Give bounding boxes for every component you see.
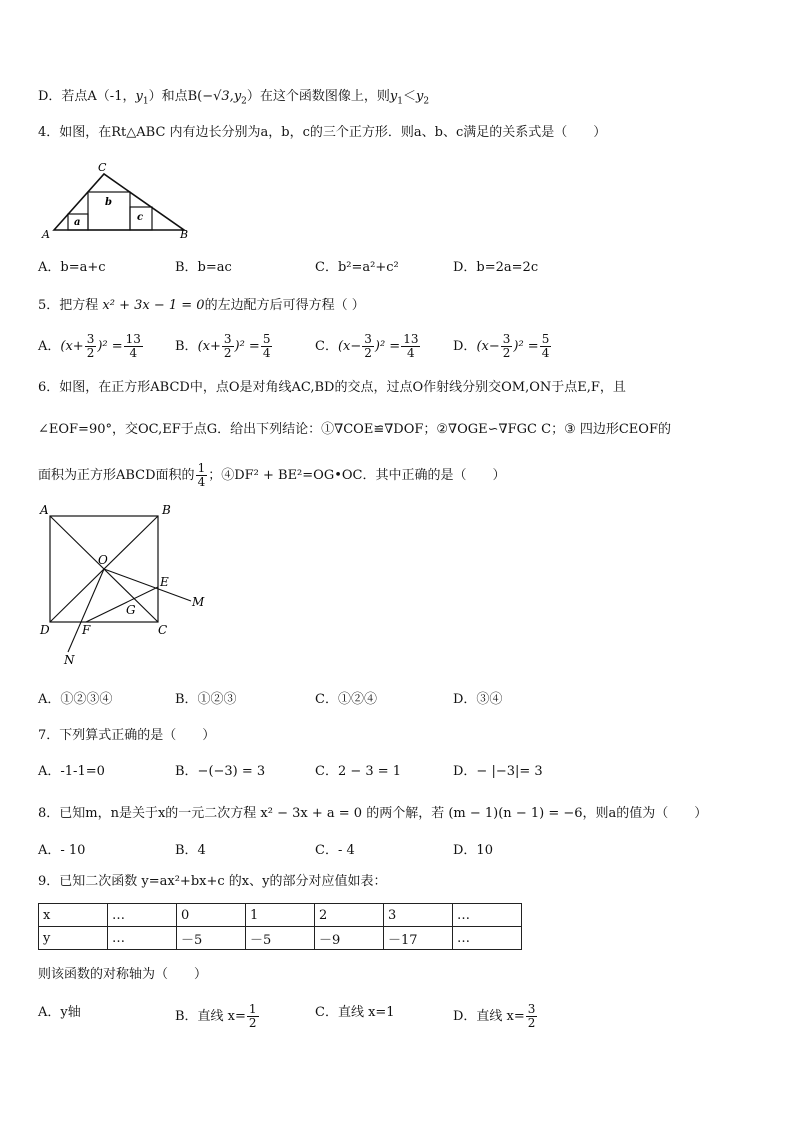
q8-option-a[interactable]: A．- 10	[38, 843, 86, 858]
svg-text:G: G	[126, 603, 136, 617]
q7-option-a[interactable]: A．-1-1=0	[38, 764, 105, 779]
q9-option-d[interactable]: D．直线 x= $\frac{3}{2}$	[453, 1002, 536, 1030]
q8-option-b[interactable]: B．4	[175, 843, 206, 858]
q6-line-1: 6．如图，在正方形ABCD中，点O是对角线AC,BD的交点，过点O作射线分别交OM,ON于点E,F，且	[38, 380, 626, 395]
q9-option-a[interactable]: A．y轴	[38, 1005, 81, 1020]
q5-option-a[interactable]: A．(x+ $\frac{3}{2}$ )² = $\frac{13}{4}$	[38, 332, 141, 360]
q4-label-b-vertex: B	[180, 228, 189, 240]
svg-text:B: B	[162, 503, 171, 517]
q8-option-c[interactable]: C．- 4	[315, 843, 355, 858]
q4-label-a-square: a	[74, 217, 81, 228]
q4-figure	[38, 158, 198, 240]
q6-figure	[36, 500, 216, 672]
table-row: y … －5 －5 －9 －17 …	[39, 927, 522, 950]
q4-option-a[interactable]: A．b=a+c	[38, 260, 106, 275]
q4-option-c[interactable]: C．b²=a²+c²	[315, 260, 399, 275]
q5-stem: 5．把方程 x² + 3x − 1 = 0的左边配方后可得方程（ ）	[38, 298, 365, 313]
table-row: x … 0 1 2 3 …	[39, 904, 522, 927]
q4-stem: 4．如图，在Rt△ABC 内有边长分别为a，b，c的三个正方形．则a、b、c满足的关系式是（ ）	[38, 125, 607, 140]
q9-value-table	[38, 903, 522, 950]
q5-option-c[interactable]: C．(x− $\frac{3}{2}$ )² = $\frac{13}{4}$	[315, 332, 419, 360]
q9-stem: 9．已知二次函数 y=ax²+bx+c 的x、y的部分对应值如表：	[38, 874, 387, 889]
q6-option-c[interactable]: C．①②④	[315, 692, 377, 707]
q8-option-d[interactable]: D．10	[453, 843, 493, 858]
q4-label-a-vertex: A	[42, 228, 50, 240]
q6-option-d[interactable]: D．③④	[453, 692, 503, 707]
q7-option-c[interactable]: C．2 − 3 = 1	[315, 764, 402, 779]
q4-option-b[interactable]: B．b=ac	[175, 260, 232, 275]
q9-option-c[interactable]: C．直线 x=1	[315, 1005, 395, 1020]
q4-option-d[interactable]: D．b=2a=2c	[453, 260, 539, 275]
q9-ask: 则该函数的对称轴为（ ）	[38, 967, 208, 982]
q6-option-a[interactable]: A．①②③④	[38, 692, 113, 707]
q8-stem: 8．已知m，n是关于x的一元二次方程 x² − 3x + a = 0 的两个解，若 (m − 1)(n − 1) = −6，则a的值为（ ）	[38, 806, 708, 821]
svg-text:N: N	[64, 653, 75, 667]
q4-label-c: C	[98, 161, 107, 174]
svg-text:C: C	[158, 623, 168, 637]
svg-text:F: F	[82, 623, 91, 637]
svg-text:E: E	[160, 575, 169, 589]
q6-line-2: ∠EOF=90°，交OC,EF于点G．给出下列结论：①∇COE≌∇DOF；②∇OGE∽∇FGC C；③ 四边形CEOF的	[38, 422, 671, 437]
q4-label-b-square: b	[105, 197, 112, 208]
q7-option-b[interactable]: B．−(−3) = 3	[175, 764, 266, 779]
q4-label-c-square: c	[137, 212, 144, 223]
svg-text:A: A	[40, 503, 49, 517]
svg-text:D: D	[40, 623, 50, 637]
q7-option-d[interactable]: D．− |−3|= 3	[453, 764, 543, 779]
q5-option-b[interactable]: B．(x+ $\frac{3}{2}$ )² = $\frac{5}{4}$	[175, 332, 271, 360]
svg-text:M: M	[192, 595, 205, 609]
q6-line-3: 面积为正方形ABCD面积的 $\frac{1}{4}$ ；④DF² + BE²=OG•OC．其中正确的是（ ）	[38, 461, 506, 489]
q5-option-d[interactable]: D．(x− $\frac{3}{2}$ )² = $\frac{5}{4}$	[453, 332, 550, 360]
q3-option-d: D．若点A（-1，$y_1$）和点$B(-√3,y_2)$在这个函数图像上，则$y_1<y_2$	[38, 89, 430, 107]
svg-text:O: O	[98, 553, 108, 567]
q9-option-b[interactable]: B．直线 x= $\frac{1}{2}$	[175, 1002, 257, 1030]
q6-option-b[interactable]: B．①②③	[175, 692, 237, 707]
q7-stem: 7．下列算式正确的是（ ）	[38, 728, 216, 743]
